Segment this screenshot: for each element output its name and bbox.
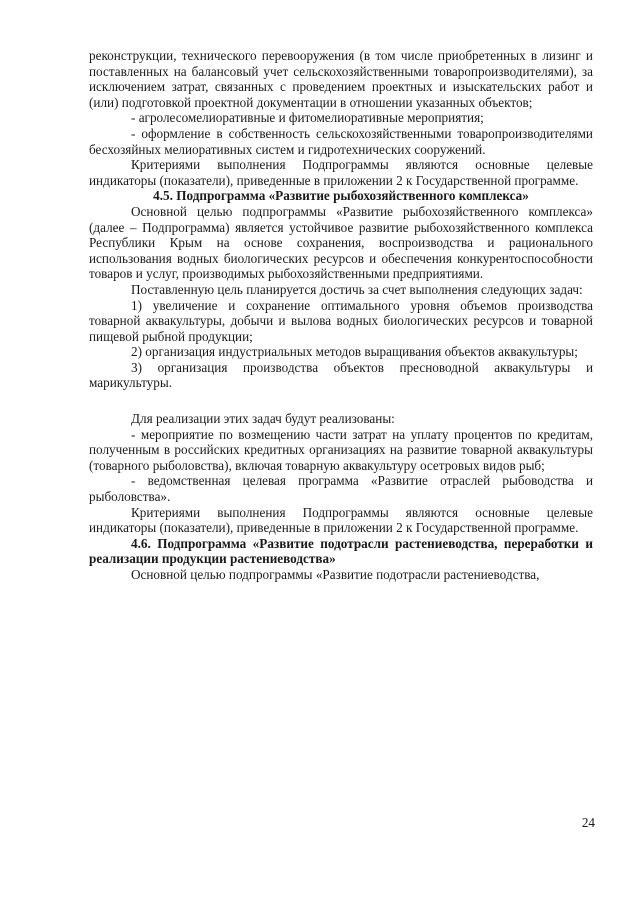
page-body xyxy=(89,48,593,583)
paragraph: Для реализации этих задач будут реализованы: xyxy=(131,411,395,427)
spacer xyxy=(89,391,593,411)
section-heading-4-6: 4.6. Подпрограмма «Развитие подотрасли растениеводства, переработки и реализации продукции растениеводства» xyxy=(89,535,593,567)
paragraph: реконструкции, технического перевооружения (в том числе приобретенных в лизинг и поставленных на балансовый учет сельскохозяйственными товаропроизводителями), за исключением затрат, связанных с проведением проектных и изыскательских работ и (или) подготовкой проектной документации в отношении указанных объектов; xyxy=(89,48,593,110)
list-item: - оформление в собственность сельскохозяйственными товаропроизводителями бесхозяйных мелиоративных систем и гидротехнических сооружений. xyxy=(89,125,593,157)
list-item: - ведомственная целевая программа «Развитие отраслей рыбоводства и рыболовства». xyxy=(89,473,593,505)
paragraph: Основной целью подпрограммы «Развитие подотрасли растениеводства, xyxy=(131,567,540,582)
page-number: 24 xyxy=(581,815,595,830)
list-item: 3) организация производства объектов пресноводной аквакультуры и марикультуры. xyxy=(89,359,593,391)
paragraph: Поставленную цель планируется достичь за счет выполнения следующих задач: xyxy=(131,281,583,297)
list-item: 2) организация индустриальных методов выращивания объектов аквакультуры; xyxy=(131,344,578,360)
paragraph: Основной целью подпрограммы «Развитие рыбохозяйственного комплекса» (далее – Подпрограмма) является устойчивое развитие рыбохозяйственного комплекса Республики Крым на основе сохранения, воспроизводства и рационального использования водных биологических ресурсов и обеспечения конкурентоспособности товаров и услуг, производимых рыбохозяйственными предприятиями. xyxy=(89,203,593,282)
paragraph: Критериями выполнения Подпрограммы являются основные целевые индикаторы (показатели), приведенные в приложении 2 к Государственной программе. xyxy=(89,504,593,536)
list-item: 1) увеличение и сохранение оптимального уровня объемов производства товарной аквакультуры, добычи и вылова водных биологических ресурсов и товарной пищевой рыбной продукции; xyxy=(89,297,593,344)
paragraph: Критериями выполнения Подпрограммы являются основные целевые индикаторы (показатели), приведенные в приложении 2 к Государственной программе. xyxy=(89,157,593,188)
list-item: - агролесомелиоративные и фитомелиоративные мероприятия; xyxy=(131,110,484,126)
section-heading-4-5: 4.5. Подпрограмма «Развитие рыбохозяйственного комплекса» xyxy=(153,188,529,204)
list-item: - мероприятие по возмещению части затрат на уплату процентов по кредитам, полученным в российских кредитных организациях на развитие товарной аквакультуры (товарного рыболовства), включая товарную аквакультуру осетровых видов рыб; xyxy=(89,426,593,473)
